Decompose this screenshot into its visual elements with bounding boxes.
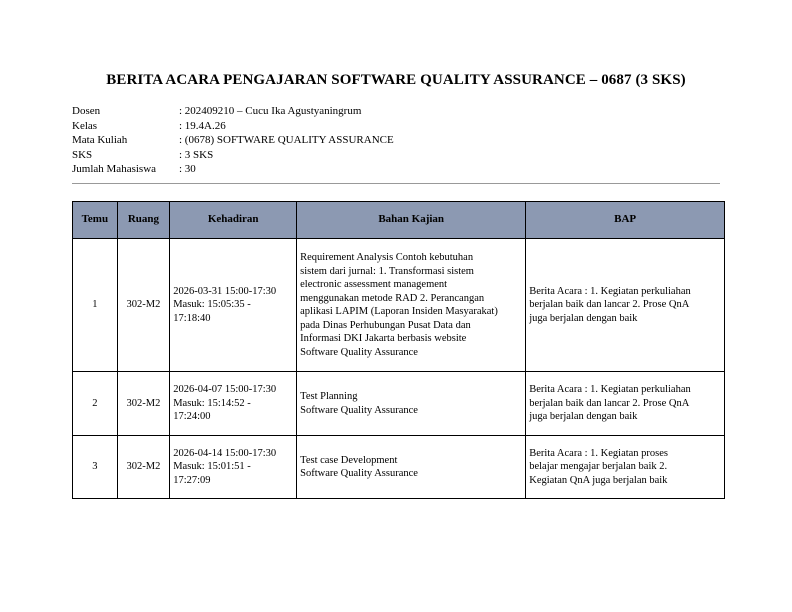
- kehadiran-masuk: Masuk: 15:14:52 -: [173, 397, 251, 409]
- cell-bap: [526, 436, 725, 499]
- bahan-line: sistem dari jurnal: 1. Transformasi sistem: [300, 265, 474, 277]
- bahan-line: Test case Development: [300, 454, 398, 466]
- attendance-table: [72, 201, 725, 499]
- cell-temu: 3: [73, 436, 118, 499]
- cell-bap: [526, 239, 725, 372]
- cell-temu: 1: [73, 239, 118, 372]
- table-row: [73, 372, 725, 436]
- bap-line: Berita Acara : 1. Kegiatan perkuliahan: [529, 384, 691, 396]
- cell-ruang: 302-M2: [117, 372, 170, 436]
- bap-line: Berita Acara : 1. Kegiatan proses: [529, 447, 669, 459]
- header-bahan-kajian: Bahan Kajian: [297, 202, 526, 239]
- kehadiran-keluar: 17:18:40: [173, 312, 211, 324]
- kehadiran-schedule: 2026-04-07 15:00-17:30: [173, 384, 277, 396]
- kehadiran-schedule: 2026-04-14 15:00-17:30: [173, 447, 277, 459]
- bap-line: Berita Acara : 1. Kegiatan perkuliahan: [529, 285, 691, 297]
- info-label: Mata Kuliah: [72, 134, 128, 146]
- kehadiran-keluar: 17:24:00: [173, 411, 211, 423]
- info-value: : 19.4A.26: [179, 119, 226, 132]
- bahan-line: aplikasi LAPIM (Laporan Insiden Masyarakat): [300, 306, 498, 317]
- kehadiran-masuk: Masuk: 15:05:35 -: [173, 299, 251, 311]
- bap-line: Kegiatan QnA juga berjalan baik: [529, 474, 668, 486]
- info-value: : (0678) SOFTWARE QUALITY ASSURANCE: [179, 134, 394, 146]
- header-ruang: Ruang: [117, 202, 170, 239]
- info-value: : 202409210 – Cucu Ika Agustyaningrum: [179, 105, 362, 117]
- info-value: : 3 SKS: [179, 148, 214, 161]
- info-label: Jumlah Mahasiswa: [72, 163, 157, 175]
- info-row-kelas: [72, 119, 394, 134]
- bahan-line: Software Quality Assurance: [300, 404, 418, 416]
- cell-bahan-kajian: [297, 436, 526, 499]
- table-header-row: [73, 202, 725, 239]
- info-value: : 30: [179, 163, 196, 175]
- cell-kehadiran: [170, 239, 297, 372]
- bap-line: juga berjalan dengan baik: [529, 411, 638, 423]
- cell-kehadiran: [170, 436, 297, 499]
- bap-line: berjalan baik dan lancar 2. Prose QnA: [529, 397, 690, 409]
- bahan-line: Test Planning: [300, 391, 358, 402]
- info-row-sks: [72, 148, 394, 163]
- bap-line: berjalan baik dan lancar 2. Prose QnA: [529, 299, 690, 311]
- bahan-line: Software Quality Assurance: [300, 468, 418, 479]
- info-row-jumlah-mahasiswa: [72, 162, 394, 177]
- kehadiran-keluar: 17:27:09: [173, 474, 211, 486]
- table-row: [73, 239, 725, 372]
- info-label: Dosen: [72, 105, 101, 117]
- header-bap: BAP: [526, 202, 725, 239]
- document-title: BERITA ACARA PENGAJARAN SOFTWARE QUALITY ASSURANCE – 0687 (3 SKS): [106, 72, 686, 88]
- header-temu: Temu: [73, 202, 118, 239]
- bahan-line: menggunakan metode RAD 2. Perancangan: [300, 292, 485, 304]
- divider: [72, 183, 720, 184]
- cell-ruang: 302-M2: [117, 239, 170, 372]
- cell-bahan-kajian: [297, 372, 526, 436]
- info-row-mata-kuliah: [72, 133, 394, 148]
- info-row-dosen: [72, 104, 394, 119]
- kehadiran-masuk: Masuk: 15:01:51 -: [173, 461, 251, 473]
- bahan-line: pada Dinas Perhubungan Pusat Data dan: [300, 319, 471, 331]
- cell-temu: 2: [73, 372, 118, 436]
- bap-line: belajar mengajar berjalan baik 2.: [529, 461, 668, 473]
- bahan-line: Informasi DKI Jakarta berbasis website: [300, 333, 467, 344]
- kehadiran-schedule: 2026-03-31 15:00-17:30: [173, 285, 277, 297]
- course-info: [72, 104, 394, 177]
- cell-bahan-kajian: [297, 239, 526, 372]
- table-row: [73, 436, 725, 499]
- cell-ruang: 302-M2: [117, 436, 170, 499]
- cell-kehadiran: [170, 372, 297, 436]
- bahan-line: electronic assessment management: [300, 279, 448, 290]
- bahan-line: Requirement Analysis Contoh kebutuhan: [300, 252, 474, 263]
- cell-bap: [526, 372, 725, 436]
- bap-line: juga berjalan dengan baik: [529, 312, 638, 324]
- header-kehadiran: Kehadiran: [170, 202, 297, 239]
- info-label: Kelas: [72, 119, 98, 132]
- bahan-line: Software Quality Assurance: [300, 346, 418, 358]
- info-label: SKS: [72, 148, 93, 161]
